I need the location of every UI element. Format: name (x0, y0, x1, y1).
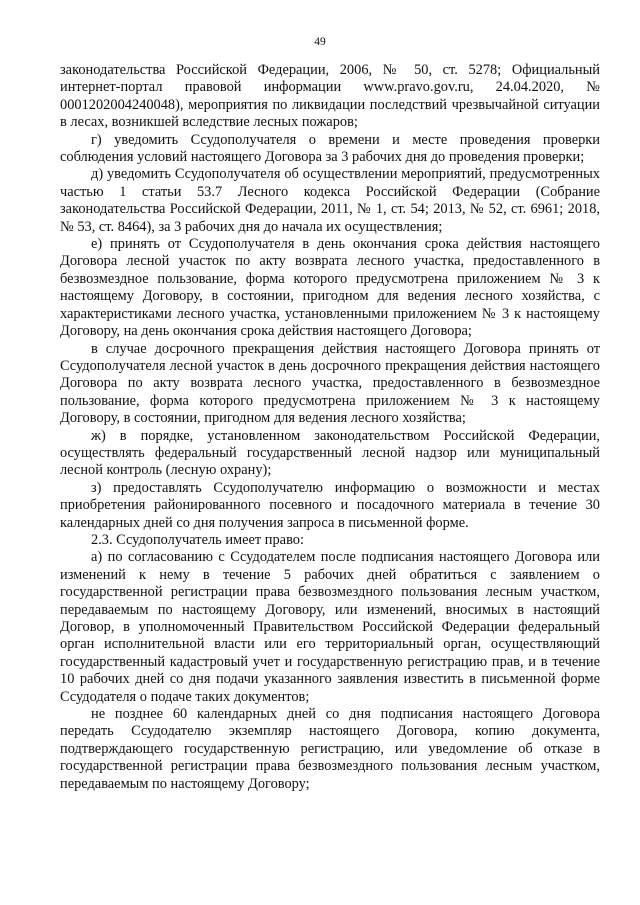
document-body (60, 62, 600, 793)
paragraph-registration-deadline: не позднее 60 календарных дней со дня подписания настоящего Договора передать Ссудодателю экземпляр настоящего Договора, копию документа, подтверждающего государственную регистрацию, или уведомление об отказе в государственной регистрации права безвозмездного пользования лесным участком, передаваемым по настоящему Договору; (60, 706, 600, 792)
paragraph-item-d: д) уведомить Ссудополучателя об осуществлении мероприятий, предусмотренных частью 1 статьи 53.7 Лесного кодекса Российской Федерации (Собрание законодательства Российской Федерации, 2011, № 1, ст. 54; 2013, № 52, ст. 6961; 2018, № 53, ст. 8464), за 3 рабочих дня до начала их осуществления; (60, 166, 600, 235)
paragraph-item-zh: ж) в порядке, установленном законодательством Российской Федерации, осуществлять федеральный государственный лесной надзор или муниципальный лесной контроль (лесную охрану); (60, 427, 600, 479)
paragraph-early-termination: в случае досрочного прекращения действия настоящего Договора принять от Ссудополучателя лесной участок в день досрочного прекращения действия настоящего Договора по акту возврата лесного участка, предоставленного в безвозмездное пользование, форма которого предусмотрена приложением № 3 к настоящему Договору, в состоянии, пригодном для ведения лесного хозяйства; (60, 340, 600, 427)
paragraph-item-g: г) уведомить Ссудополучателя о времени и месте проведения проверки соблюдения условий настоящего Договора за 3 рабочих дня до проведения проверки; (60, 131, 600, 166)
paragraph-item-a: а) по согласованию с Ссудодателем после подписания настоящего Договора или изменений к нему в течение 5 рабочих дней обратиться с заявлением о государственной регистрации права безвозмездного пользования лесным участком, передаваемым по настоящему Договору, или изменений, вносимых в настоящий Договор, в уполномоченный Правительством Российской Федерации федеральный орган исполнительной власти или его территориальный орган, осуществляющий государственный кадастровый учет и государственную регистрацию прав, и в течение 10 рабочих дней со дня подачи указанного заявления известить в письменной форме Ссудодателя о подаче таких документов; (60, 549, 600, 705)
paragraph-item-z: з) предоставлять Ссудополучателю информацию о возможности и местах приобретения районированного посевного и посадочного материала в течение 30 календарных дней со дня получения запроса в письменной форме. (60, 479, 600, 531)
paragraph-item-e: е) принять от Ссудополучателя в день окончания срока действия настоящего Договора лесной участок по акту возврата лесного участка, предоставленного в безвозмездное пользование, форма которого предусмотрена приложением № 3 к настоящему Договору, в состоянии, пригодном для ведения лесного хозяйства, с характеристиками лесного участка, установленными приложением № 3 к настоящему Договору, на день окончания срока действия настоящего Договора; (60, 236, 600, 340)
page-number: 49 (314, 36, 326, 48)
section-heading-2-3: 2.3. Ссудополучатель имеет право: (91, 531, 304, 548)
paragraph-continuation: законодательства Российской Федерации, 2006, № 50, ст. 5278; Официальный интернет-портал правовой информации www.pravo.gov.ru, 24.04.2020, № 0001202004240048), мероприятия по ликвидации последствий чрезвычайной ситуации в лесах, возникшей вследствие лесных пожаров; (60, 62, 600, 131)
